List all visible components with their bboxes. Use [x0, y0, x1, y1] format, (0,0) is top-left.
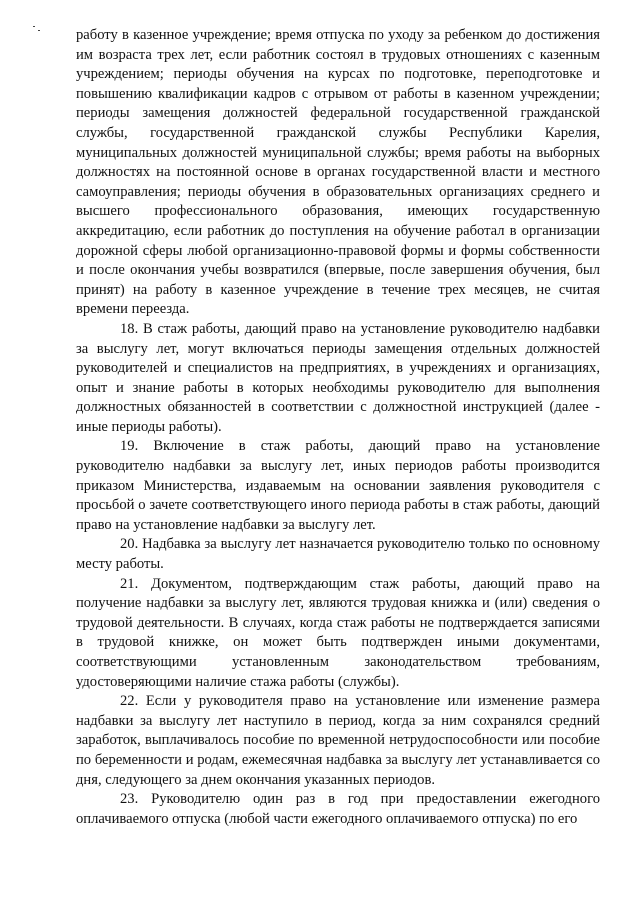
- scan-speck: [33, 26, 35, 27]
- paragraph-22: 22. Если у руководителя право на установление или изменение размера надбавки за выслугу лет наступило в период, когда за ним сохранялся средний заработок, выплачивалось пособие по временной нетрудоспособности или пособие по беременности и родам, ежемесячная надбавка за выслугу лет устанавливается со дня, следующего за днем окончания указанных периодов.: [76, 693, 600, 788]
- paragraph-23: 23. Руководителю один раз в год при предоставлении ежегодного оплачиваемого отпуска (любой части ежегодного оплачиваемого отпуска) по его: [76, 791, 600, 827]
- document-page: [76, 26, 600, 829]
- paragraph-19: 19. Включение в стаж работы, дающий право на установление руководителю надбавки за выслугу лет, иных периодов работы производится приказом Министерства, издаваемым на основании заявления руководителя с просьбой о зачете соответствующего иного периода работы в стаж работы, дающий право на установление надбавки за выслугу лет.: [76, 438, 600, 533]
- paragraph-20: 20. Надбавка за выслугу лет назначается руководителю только по основному месту работы.: [76, 536, 600, 573]
- paragraph-21: 21. Документом, подтверждающим стаж работы, дающий право на получение надбавки за выслугу лет, являются трудовая книжка и (или) сведения о трудовой деятельности. В случаях, когда стаж работы не подтверждается записями в трудовой книжке, он может быть подтвержден иными документами, соответствующими установленным законодательством требованиям, удостоверяющими наличие стажа работы (службы).: [76, 575, 600, 690]
- paragraph-18: 18. В стаж работы, дающий право на установление руководителю надбавки за выслугу лет, могут включаться периоды замещения отдельных должностей руководителей и специалистов на предприятиях, в учреждениях и организациях, опыт и знание работы в которых необходимы руководителю для выполнения должностных обязанностей в соответствии с должностной инструкцией (далее - иные периоды работы).: [76, 320, 600, 435]
- scan-speck: [38, 30, 40, 31]
- paragraph-continuation: работу в казенное учреждение; время отпуска по уходу за ребенком до достижения им возраста трех лет, если работник состоял в трудовых отношениях с казенным учреждением; периоды обучения на курсах по подготовке, переподготовке и повышению квалификации кадров с отрывом от работы в казенном учреждении; периоды замещения должностей федеральной государственной гражданской службы, государственной гражданской службы Республики Карелия, муниципальных должностей муниципальной службы; время работы на выборных должностях на постоянной основе в органах государственной власти и местного самоуправления; периоды обучения в образовательных организациях среднего и высшего профессионального образования, имеющих государственную аккредитацию, если работник до поступления на обучение работал в организации дорожной сферы любой организационно-правовой формы и формы собственности и после окончания учебы возвратился (впервые, после завершения обучения, был принят) на работу в казенное учреждение в течение трех месяцев, не считая времени переезда.: [76, 27, 600, 318]
